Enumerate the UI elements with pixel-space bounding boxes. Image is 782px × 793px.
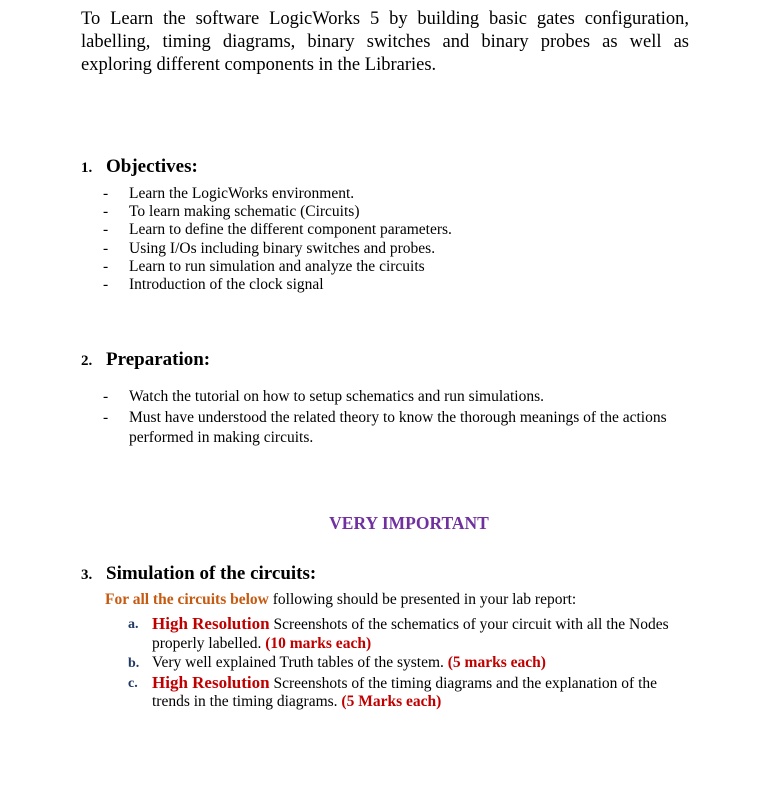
- section-number: 3.: [81, 567, 93, 583]
- very-important-notice: VERY IMPORTANT: [329, 513, 489, 533]
- section-title: Simulation of the circuits:: [106, 563, 317, 584]
- list-item: - Learn to run simulation and analyze the circuits: [103, 258, 452, 276]
- item-marks: (10 marks each): [265, 634, 372, 652]
- item-highlight: High Resolution: [152, 614, 270, 633]
- item-marks: (5 marks each): [447, 654, 546, 671]
- section-title: Objectives:: [106, 156, 198, 177]
- preparation-heading: [81, 345, 210, 372]
- list-item: - Learn the LogicWorks environment.: [103, 185, 452, 203]
- section-title: Preparation:: [106, 349, 211, 370]
- list-item: - Using I/Os including binary switches and probes.: [103, 240, 452, 258]
- section-number: 2.: [81, 353, 93, 369]
- simulation-heading: [81, 559, 316, 586]
- list-item: - Must have understood the related theory to know the thorough meanings of the actions performed in making circuits.: [103, 408, 678, 448]
- list-item: [128, 615, 688, 653]
- item-label: b.: [128, 656, 140, 671]
- item-label: a.: [128, 617, 139, 632]
- item-text: Very well explained Truth tables of the system.: [152, 654, 448, 671]
- item-label: c.: [128, 675, 138, 691]
- list-item: - To learn making schematic (Circuits): [103, 203, 452, 221]
- objectives-list: [103, 185, 452, 294]
- lead-highlight: For all the circuits below: [105, 591, 269, 608]
- simulation-lead: [105, 591, 576, 609]
- item-text: Screenshots of the timing diagrams and the explanation of the trends in the timing diagrams.: [152, 674, 658, 710]
- requirements-list: [128, 615, 688, 713]
- list-item: - Learn to define the different component parameters.: [103, 221, 452, 239]
- preparation-list: [103, 387, 678, 449]
- list-item: - Introduction of the clock signal: [103, 276, 452, 294]
- lead-text: following should be presented in your lab report:: [268, 591, 577, 608]
- section-number: 1.: [81, 160, 93, 176]
- list-item: [128, 674, 688, 712]
- objectives-heading: [81, 152, 198, 179]
- item-marks: (5 Marks each): [341, 693, 442, 710]
- item-highlight: High Resolution: [152, 672, 270, 692]
- item-text: Screenshots of the schematics of your circuit with all the Nodes properly labelled.: [152, 616, 669, 652]
- list-item: - Watch the tutorial on how to setup schematics and run simulations.: [103, 387, 678, 407]
- intro-paragraph: To Learn the software LogicWorks 5 by building basic gates configuration, labelling, timing diagrams, binary switches and binary probes as well as exploring different components in the Libraries.: [81, 9, 689, 75]
- list-item: [128, 654, 688, 673]
